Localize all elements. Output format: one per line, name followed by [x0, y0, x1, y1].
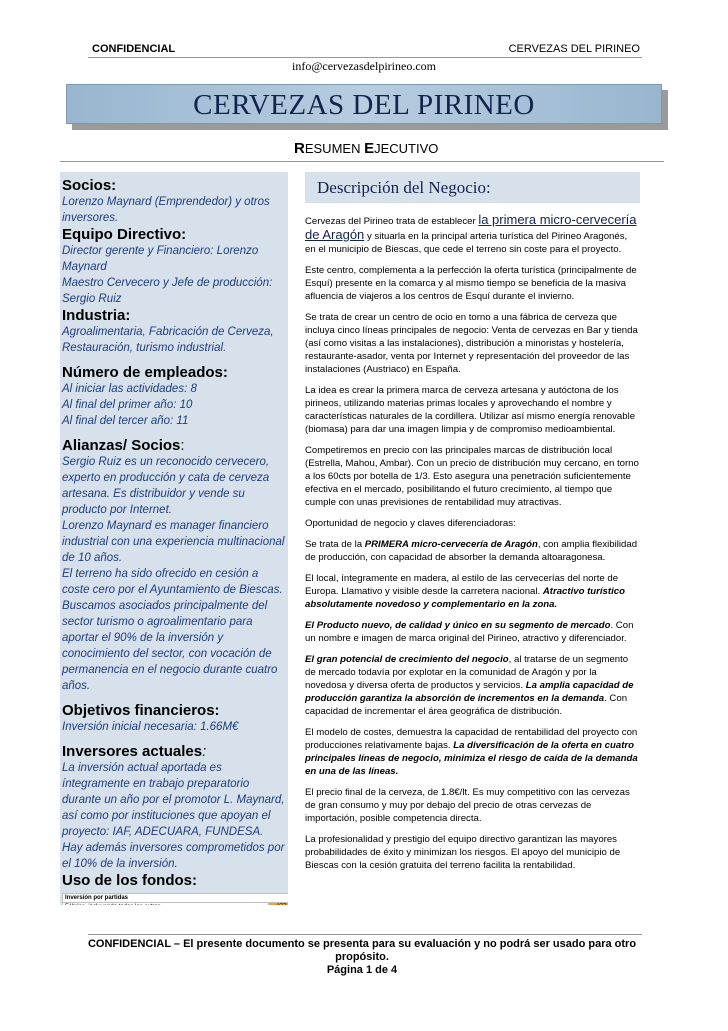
- description-heading: Descripción del Negocio:: [305, 172, 640, 203]
- subtitle-r: R: [294, 140, 305, 157]
- alianzas-text-1: Sergio Ruiz es un reconocido cervecero, experto en producción y cata de cerveza artesana. Es distribuidor y vende su producto por Internet.: [62, 456, 270, 516]
- equipo-heading: Equipo Directivo:: [62, 226, 187, 243]
- header-company: CERVEZAS DEL PIRINEO: [508, 43, 640, 55]
- funds-table: [62, 893, 288, 905]
- funds-table-header: Inversión por partidas: [63, 894, 289, 903]
- paragraph-first-microbrewery: Se trata de la PRIMERA micro-cervecería de Aragón, con amplia flexibilidad de producción, con capacidad de absorber la demanda altoaragonesa.: [305, 539, 638, 563]
- summary-sidebar: [60, 172, 288, 905]
- empleados-heading: Número de empleados:: [62, 364, 228, 381]
- subtitle-divider: [60, 161, 664, 162]
- funds-table-header-row: [63, 894, 289, 903]
- alianzas-heading: [62, 437, 286, 454]
- table-row: [63, 903, 289, 906]
- first-microbrewery-highlight: la primera micro-cervecería de Aragón: [305, 212, 637, 242]
- inversores-heading-text: Inversores actuales: [62, 743, 203, 760]
- funds-row-label: [63, 903, 269, 906]
- empleados-text-2: Al final del primer año: 10: [62, 399, 193, 411]
- inversores-text: La inversión actual aportada es íntegramente en trabajo preparatorio durante un año por el promotor L. Maynard, así como por instituciones que apoyan el proyecto: IAF, ADECUARA, FUNDESA. Hay además inversores comprometidos por el 10% de la inversión.: [62, 762, 285, 870]
- alianzas-text-4: Buscamos asociados principalmente del sector turismo o agroalimentario para aportar el 90% de la inversión y conocimiento del sector, con vocación de permanencia en el negocio durante cuatro años.: [62, 600, 278, 692]
- alianzas-text-2: Lorenzo Maynard es manager financiero industrial con una experiencia multinacional de 10 años.: [62, 520, 285, 564]
- industria-text: Agroalimentaria, Fabricación de Cerveza, Restauración, turismo industrial.: [62, 326, 274, 354]
- header-confidential: CONFIDENCIAL: [92, 43, 176, 55]
- title-banner: CERVEZAS DEL PIRINEO: [66, 84, 662, 124]
- footer-page-number: Página 1 de 4: [326, 964, 398, 976]
- footer-confidential: CONFIDENCIAL – El presente documento se presenta para su evaluación y no podrá ser usado para otro propósito.: [87, 938, 637, 963]
- footer: [60, 938, 664, 977]
- alianzas-text-3: El terreno ha sido ofrecido en cesión a coste cero por el Ayuntamiento de Biescas.: [62, 568, 283, 596]
- paragraph-product: El Producto nuevo, de calidad y único en su segmento de mercado. Con un nombre e imagen de marca original del Pirineo, atractivo y diferenciador.: [305, 620, 634, 644]
- equipo-text-2: Maestro Cervecero y Jefe de producción: Sergio Ruiz: [62, 277, 273, 305]
- paragraph-local: El local, íntegramente en madera, al estilo de las cervecerías del norte de Europa. Llamativo y visible desde la carretera nacional. Atractivo turístico absolutamente novedoso y complementario en la zona.: [305, 573, 625, 610]
- paragraph-brand-idea: La idea es crear la primera marca de cerveza artesana y autóctona de los pirineos, utilizando materias primas locales y aprovechando el nombre y características naturales de la cordillera. Utilizar así mismo energía renovable (biomasa) para dar una imagen limpia y de compromiso medioambiental.: [305, 385, 636, 435]
- paragraph-competition: Competiremos en precio con las principales marcas de distribución local (Estrella, Mahou, Ambar). Con un precio de distribución muy cercano, en torno a los 60cts por botella de 1/3. Esto asegura una penetración suficientemente efectiva en el mercado, posibilitando el futuro crecimiento, al tiempo que cumple con unas previsiones de rentabilidad muy atractivas.: [305, 445, 639, 508]
- socios-heading: Socios:: [62, 177, 117, 194]
- empleados-text-1: Al iniciar las actividades: 8: [62, 383, 197, 395]
- equipo-text-1: Director gerente y Financiero: Lorenzo Maynard: [62, 245, 259, 273]
- paragraph-growth: El gran potencial de crecimiento del negocio, al tratarse de un segmento de mercado todavía por explotar en la comunidad de Aragón y por la novedosa y diversa oferta de productos y servicios. La amplia capacidad de producción garantiza la absorción de incrementos en la demanda. Con capacidad de incrementar el área geográfica de distribución.: [305, 654, 634, 717]
- header-divider: [88, 57, 642, 58]
- alianzas-heading-text: Alianzas/ Socios: [62, 437, 181, 454]
- paragraph-cost-model: El modelo de costes, demuestra la capacidad de rentabilidad del proyecto con producciones relativamente bajas. La diversificación de la oferta en cuatro principales líneas de negocio, minimiza el riesgo de caída de la demanda en una de las líneas.: [305, 727, 638, 777]
- empleados-text-3: Al final del tercer año: 11: [62, 415, 189, 427]
- subtitle-e: E: [364, 140, 375, 157]
- socios-text: Lorenzo Maynard (Emprendedor) y otros inversores.: [62, 196, 270, 224]
- objetivos-heading: Objetivos financieros:: [62, 702, 220, 719]
- footer-divider: [88, 934, 642, 935]
- inversores-heading: [62, 743, 286, 760]
- funds-row-value: [269, 903, 288, 906]
- paragraph-price: El precio final de la cerveza, de 1.8€/lt. Es muy competitivo con las cervezas de gran consumo y muy por debajo del precio de otras cervezas de importación, posible competencia directa.: [305, 787, 630, 824]
- paragraph-team: La profesionalidad y prestigio del equipo directivo garantizan las mayores probabilidades de éxito y minimizan los riesgos. El apoyo del municipio de Biescas con la cesión gratuita del terreno facilita la rentabilidad.: [305, 834, 621, 871]
- industria-heading: Industria:: [62, 307, 131, 324]
- paragraph-business-lines: Se trata de crear un centro de ocio en torno a una fábrica de cerveza que incluya cinco líneas principales de negocio: Venta de cervezas en Bar y tienda (así como visitas a las instalaciones), distribución a minoristas y hostelería, restaurante-asador, venta por Internet y representación del proveedor de las instalaciones (Austriaco) en España.: [305, 312, 638, 375]
- paragraph-tourism: Este centro, complementa a la perfección la oferta turística (principalmente de Esquí) presente en la comarca y al mismo tiempo se beneficia de la masiva afluencia de viajeros a los centros de Esquí durante el invierno.: [305, 265, 637, 302]
- paragraph-opportunity-heading: Oportunidad de negocio y claves diferenciadoras:: [305, 518, 516, 529]
- inversores-heading-colon: :: [202, 743, 207, 760]
- subtitle-esumen: ESUMEN: [304, 141, 365, 156]
- fondos-heading: Uso de los fondos:: [62, 872, 197, 889]
- objetivos-text: Inversión inicial necesaria: 1.66M€: [62, 721, 239, 733]
- document-subtitle: [294, 140, 438, 157]
- paragraph-intro: Cervezas del Pirineo trata de establecer la primera micro-cervecería de Aragón y situarla en la principal arteria turística del Pirineo Aragonés, en el municipio de Biescas, que cede el terreno sin coste para el proyecto.: [305, 212, 637, 255]
- business-description: [305, 172, 640, 872]
- header-email: info@cervezasdelpirineo.com: [292, 59, 436, 73]
- alianzas-heading-colon: :: [180, 437, 185, 454]
- subtitle-jecutivo: JECUTIVO: [374, 141, 439, 156]
